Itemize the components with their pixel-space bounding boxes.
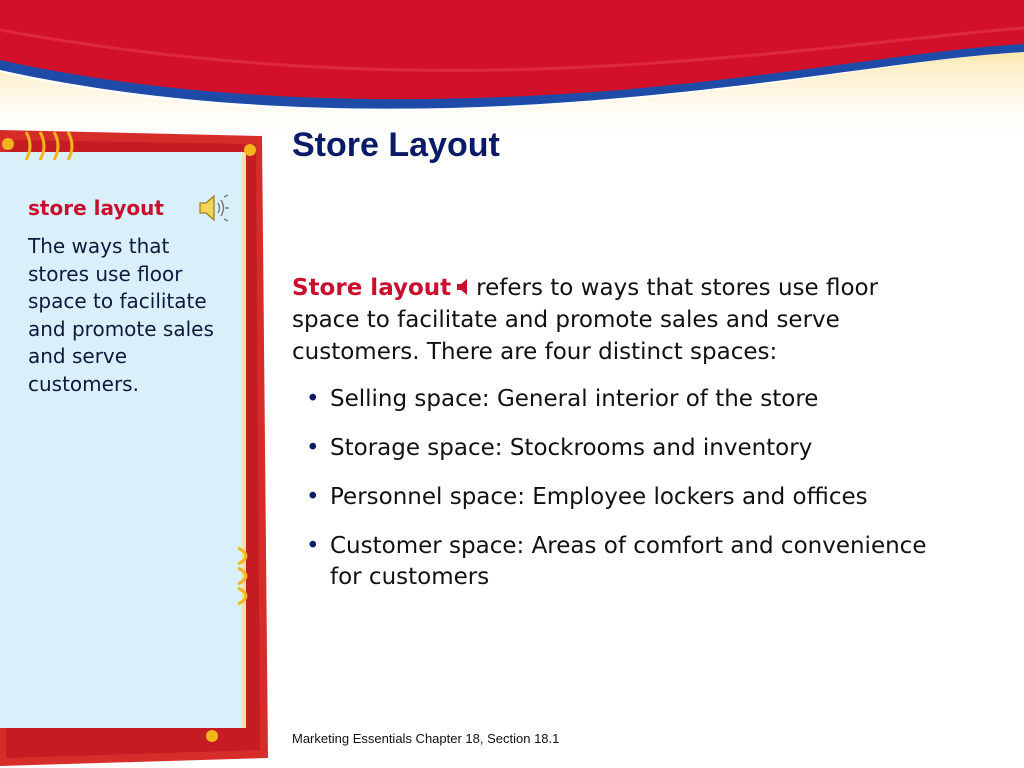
- glossary-term: store layout: [28, 196, 164, 220]
- spaces-list: [306, 384, 956, 611]
- list-item: [306, 433, 956, 464]
- list-item-text: Customer space: Areas of comfort and convenience for customers: [330, 533, 927, 590]
- speaker-icon[interactable]: [196, 192, 230, 224]
- intro-text: refers to ways that stores use floor space to facilitate and promote sales and serve customers. There are four distinct spaces:: [292, 275, 879, 365]
- glossary-definition: The ways that stores use floor space to facilitate and promote sales and serve customers.: [28, 234, 214, 396]
- bullet-icon: •: [306, 386, 320, 412]
- list-item: [306, 531, 956, 593]
- bullet-icon: •: [306, 484, 320, 510]
- intro-paragraph: [292, 272, 932, 368]
- bullet-icon: •: [306, 533, 320, 559]
- list-item-text: Storage space: Stockrooms and inventory: [330, 435, 813, 461]
- footer-text: Marketing Essentials Chapter 18, Section 18.1: [292, 731, 560, 746]
- list-item: [306, 384, 956, 415]
- slide-title: Store Layout: [292, 126, 500, 164]
- list-item-text: Selling space: General interior of the store: [330, 386, 819, 412]
- bullet-icon: •: [306, 435, 320, 461]
- intro-term-link[interactable]: Store layout: [292, 275, 452, 301]
- list-item-text: Personnel space: Employee lockers and offices: [330, 484, 868, 510]
- play-audio-icon[interactable]: [456, 278, 470, 296]
- list-item: [306, 482, 956, 513]
